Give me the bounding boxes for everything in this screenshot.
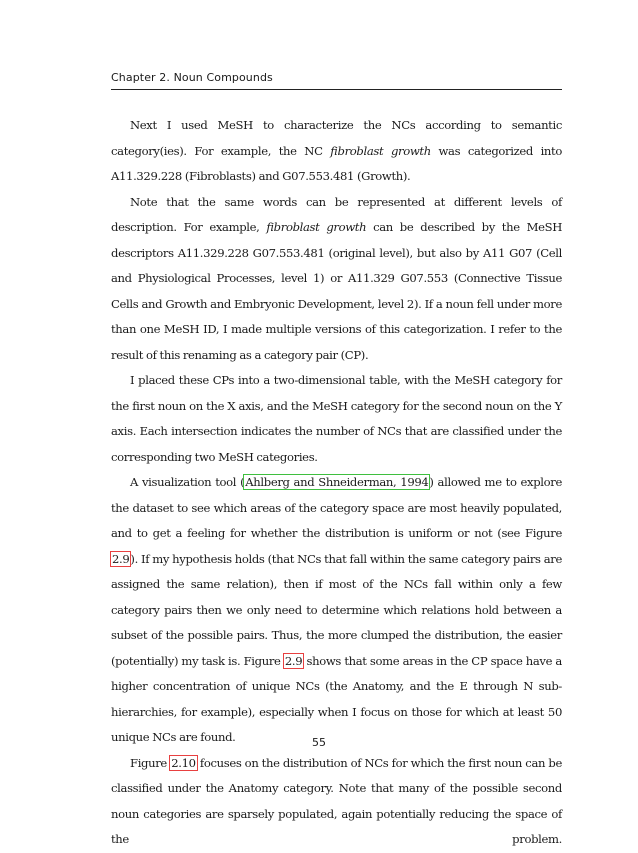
p2-text-c: can be described by the MeSH descriptors A11.329.228 G07.553.481 (original level), but also by A11 G07 (Cell and Physiological Processes, level 1) or A11.329 G07.553 (Connective Tissue Cells and Growth and Embryonic Development, level 2). If a noun fell under more than one MeSH ID, I made multiple versions of this categorization. I refer to the result of this renaming as a category pair (CP). — [111, 220, 562, 362]
citation-link[interactable]: Ahlberg and Shneiderman, 1994 — [245, 475, 429, 489]
paragraph-3 — [111, 368, 562, 470]
paragraph-4 — [111, 470, 562, 751]
running-head: Chapter 2. Noun Compounds — [111, 71, 273, 84]
p4-text-c: ). If my hypothesis holds (that NCs that fall within the same category pairs are assigned the same relation), then if most of the NCs fall within only a few category pairs then we only need to determine which relations hold between a subset of the possible pairs. Thus, the more clumped the distribution, the easier (potentially) my task is. Figure — [111, 551, 562, 668]
p5-text-b: focuses on the distribution of NCs for which the first noun can be classified under the Anatomy category. Note that many of the possible second noun categories are sparsely populated, again potentially reducing the space of the problem. — [111, 755, 562, 846]
figure-ref-link[interactable]: 2.10 — [171, 755, 196, 770]
p5-text-a: Figure — [130, 755, 171, 770]
p4-text-d: shows that some areas in the CP space have a higher concentration of unique NCs (the Anatomy, and the E through N sub-hierarchies, for example), especially when I focus on those for which at least 50 unique NCs are found. — [111, 653, 562, 744]
header-rule — [111, 89, 562, 90]
paragraph-1 — [111, 113, 562, 190]
p1-text-c: was categorized into A11.329.228 (Fibroblasts) and G07.553.481 (Growth). — [111, 143, 562, 183]
figure-ref-link[interactable]: 2.9 — [112, 551, 130, 566]
p4-text-b: ) allowed me to explore the dataset to see which areas of the category space are most heavily populated, and to get a feeling for whether the distribution is uniform or not (see Figure — [111, 475, 562, 540]
p2-text-a: Note that the same words can be represented at different levels of description. For example, — [111, 194, 562, 234]
paragraph-5 — [111, 751, 562, 853]
p4-text-a: A visualization tool ( — [130, 475, 245, 489]
p2-emphasis: fibroblast growth — [266, 220, 367, 234]
p3-text: I placed these CPs into a two-dimensional table, with the MeSH category for the first noun on the X axis, and the MeSH category for the second noun on the Y axis. Each intersection indicates the number of NCs that are classified under the corresponding two MeSH categories. — [111, 373, 562, 464]
p1-emphasis: fibroblast growth — [330, 143, 431, 158]
p1-text-a: Next I used MeSH to characterize the NCs according to semantic category(ies). For example, the NC — [111, 118, 562, 158]
page-number: 55 — [312, 736, 326, 749]
figure-ref-link[interactable]: 2.9 — [284, 653, 303, 668]
paragraph-2 — [111, 190, 562, 369]
